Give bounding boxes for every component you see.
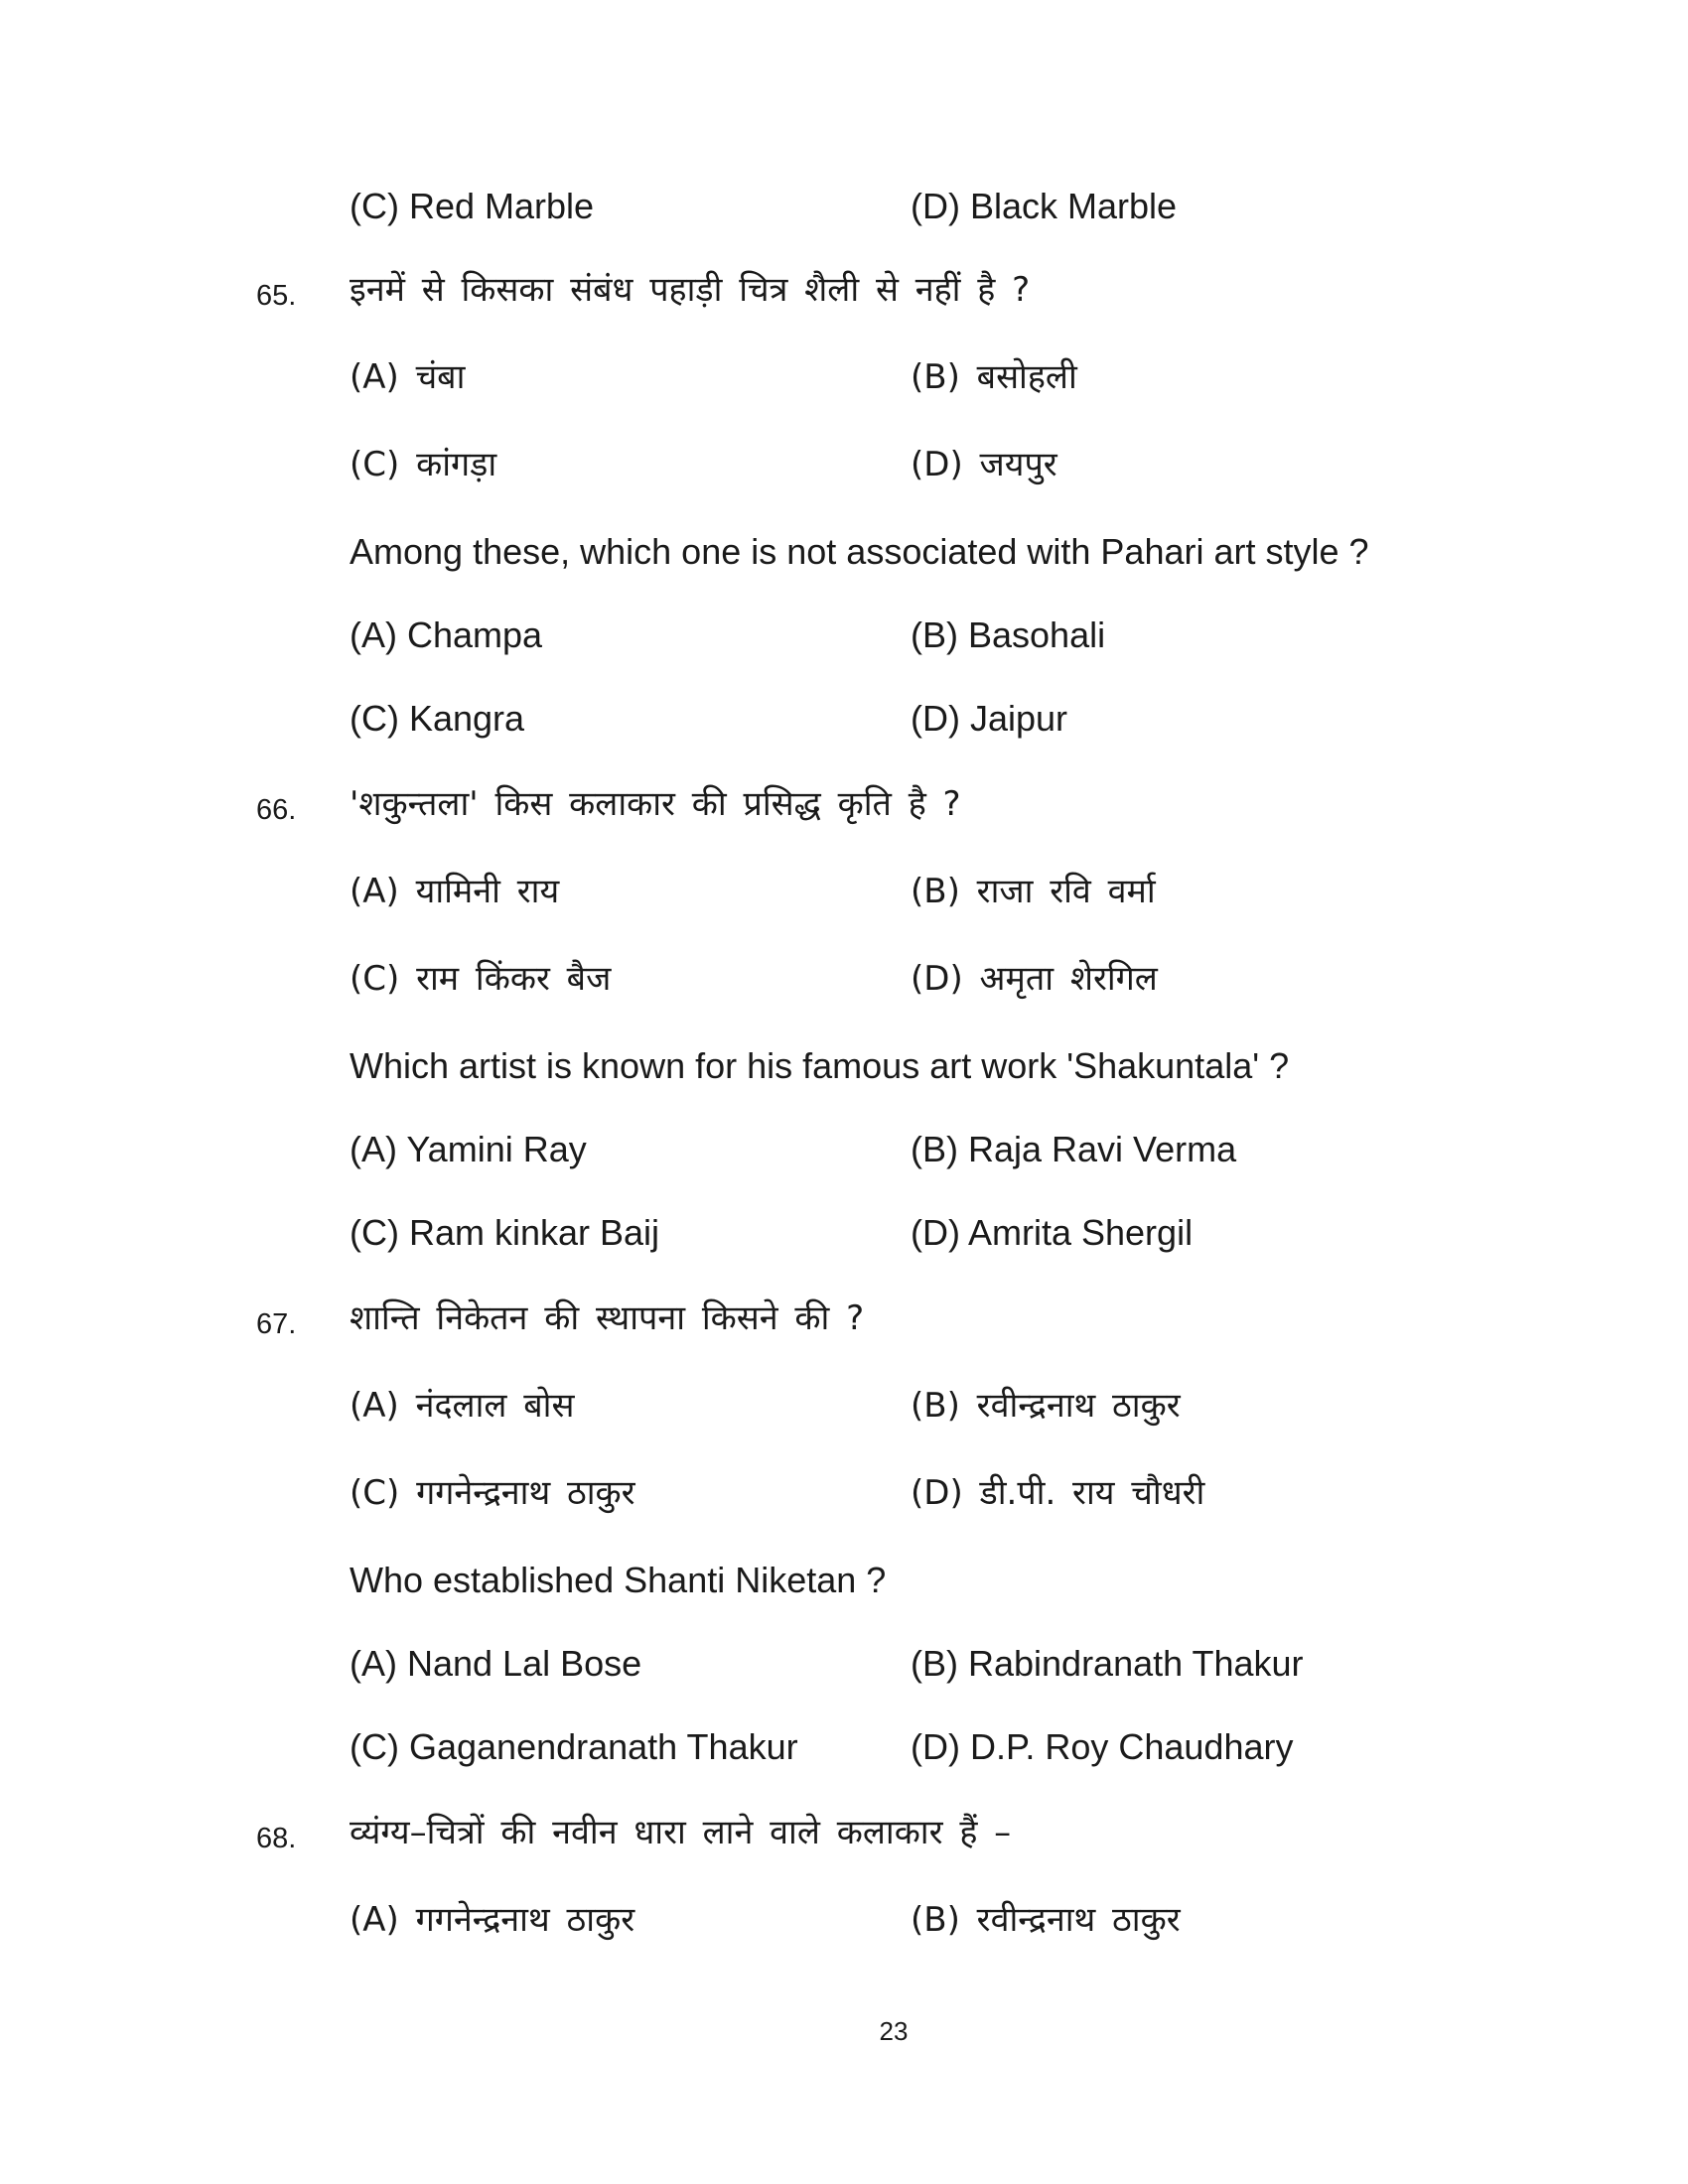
option-a-hindi: (A) गगनेन्द्रनाथ ठाकुर: [350, 1900, 635, 1940]
option-c-hindi: (C) कांगड़ा: [350, 445, 497, 484]
question-text-hindi: शान्ति निकेतन की स्थापना किसने की ?: [350, 1298, 865, 1338]
option-b-hindi: (B) रवीन्द्रनाथ ठाकुर: [911, 1386, 1181, 1426]
option-b-hindi: (B) रवीन्द्रनाथ ठाकुर: [911, 1900, 1181, 1940]
option-a-hindi: (A) नंदलाल बोस: [350, 1386, 575, 1426]
question-text-hindi: 'शकुन्तला' किस कलाकार की प्रसिद्ध कृति है ?: [350, 784, 961, 824]
option-c-english: (C) Gaganendranath Thakur: [350, 1726, 798, 1767]
option-d-hindi: (D) डी.पी. राय चौधरी: [911, 1473, 1205, 1513]
option-d-hindi: (D) अमृता शेरगिल: [911, 959, 1158, 999]
option-b-hindi: (B) बसोहली: [911, 357, 1077, 397]
option-d-english: (D) D.P. Roy Chaudhary: [911, 1726, 1294, 1767]
question-text-english: Among these, which one is not associated with Pahari art style ?: [350, 531, 1369, 572]
option-d-english: (D) Amrita Shergil: [911, 1212, 1194, 1253]
page-number: 23: [879, 2016, 909, 2046]
option-a-english: (A) Yamini Ray: [350, 1129, 587, 1169]
prev-option-c: (C) Red Marble: [350, 186, 595, 226]
option-a-hindi: (A) यामिनी राय: [350, 872, 560, 911]
question-text-english: Which artist is known for his famous art work 'Shakuntala' ?: [350, 1045, 1290, 1086]
question-text-hindi: इनमें से किसका संबंध पहाड़ी चित्र शैली से नहीं है ?: [350, 270, 1031, 310]
option-c-english: (C) Kangra: [350, 698, 525, 739]
option-b-english: (B) Basohali: [911, 614, 1106, 655]
question-number: 67.: [256, 1308, 297, 1340]
question-number: 66.: [256, 794, 297, 826]
option-c-hindi: (C) राम किंकर बैज: [350, 959, 612, 999]
option-d-hindi: (D) जयपुर: [911, 445, 1057, 484]
question-text-english: Who established Shanti Niketan ?: [350, 1560, 887, 1600]
option-a-english: (A) Nand Lal Bose: [350, 1643, 642, 1684]
prev-option-d: (D) Black Marble: [911, 186, 1178, 226]
option-c-hindi: (C) गगनेन्द्रनाथ ठाकुर: [350, 1473, 635, 1513]
question-number: 65.: [256, 280, 297, 312]
option-d-english: (D) Jaipur: [911, 698, 1068, 739]
option-c-english: (C) Ram kinkar Baij: [350, 1212, 660, 1253]
question-text-hindi: व्यंग्य–चित्रों की नवीन धारा लाने वाले कलाकार हैं –: [350, 1813, 1012, 1852]
option-b-hindi: (B) राजा रवि वर्मा: [911, 872, 1156, 911]
option-a-english: (A) Champa: [350, 614, 543, 655]
question-number: 68.: [256, 1823, 297, 1854]
option-b-english: (B) Rabindranath Thakur: [911, 1643, 1304, 1684]
option-a-hindi: (A) चंबा: [350, 357, 466, 397]
option-b-english: (B) Raja Ravi Verma: [911, 1129, 1237, 1169]
